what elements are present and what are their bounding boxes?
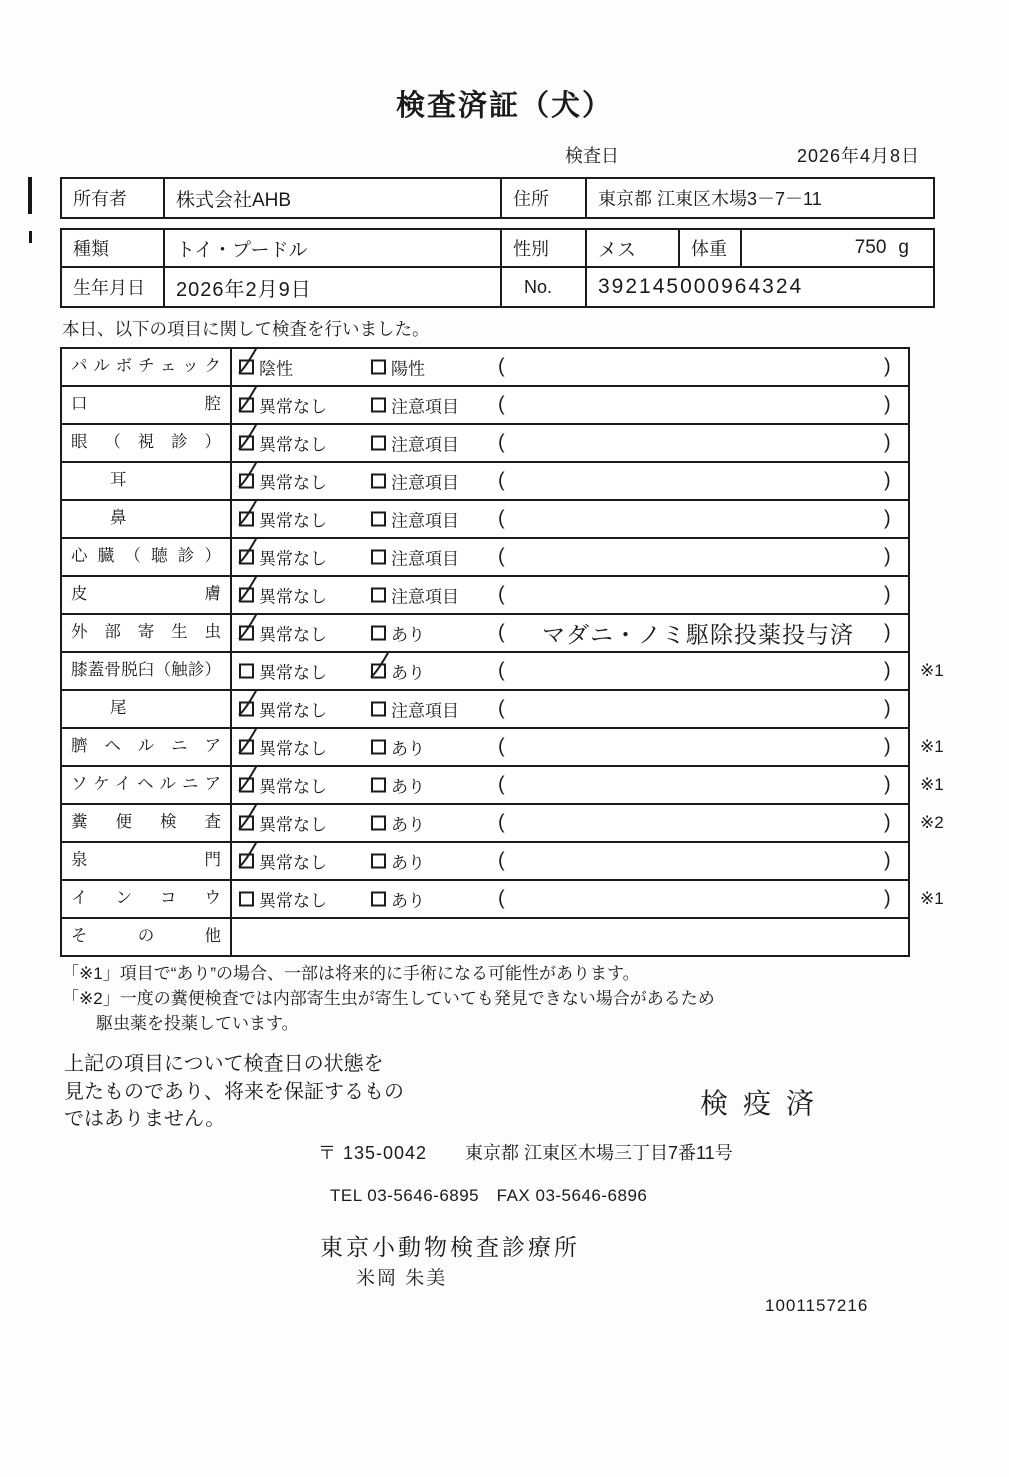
- clinic-address: 東京都 江東区木場三丁目7番11号: [465, 1143, 733, 1163]
- disclaimer-line-1: 上記の項目について検査日の状態を: [64, 1053, 384, 1075]
- paren-open: (: [498, 355, 505, 378]
- footnote-marker: ※1: [920, 889, 944, 908]
- disclaimer: [64, 1051, 404, 1134]
- checkbox-option-label: 異常なし: [259, 891, 327, 911]
- scan-artifact: [29, 231, 32, 243]
- checkbox-option-label: あり: [391, 891, 425, 911]
- checklist-item-label: 鼻: [62, 501, 232, 537]
- checkbox-option-label: あり: [391, 853, 425, 873]
- birth-label: 生年月日: [62, 268, 165, 306]
- paren-open: (: [498, 431, 505, 454]
- scan-artifact: [28, 177, 32, 214]
- weight-value: 750: [854, 237, 887, 258]
- quarantine-stamp: 検疫済: [700, 1088, 830, 1119]
- checkbox-option-label: あり: [391, 777, 425, 797]
- sex-label: 性別: [502, 230, 587, 266]
- checkbox-option-label: 異常なし: [259, 473, 327, 493]
- paren-close: ): [884, 811, 891, 834]
- checkbox-option-label: 注意項目: [391, 549, 459, 569]
- inspection-date-value: 2026年4月8日: [797, 146, 921, 166]
- breed-label: 種類: [62, 230, 165, 266]
- weight-value-cell: [742, 230, 933, 266]
- no-value: 392145000964324: [598, 275, 804, 298]
- footnotes: [62, 961, 715, 1036]
- address-label: 住所: [502, 179, 587, 217]
- paren-open: (: [498, 697, 505, 720]
- paren-open: (: [498, 583, 505, 606]
- footnote-2-continued: 駆虫薬を投薬しています。: [96, 1014, 299, 1033]
- footnote-marker: ※2: [920, 813, 944, 832]
- checklist-item-label: 尾: [62, 691, 232, 727]
- owner-table: [60, 177, 935, 219]
- checklist-item-label: パルボチェック: [62, 349, 232, 385]
- checklist-item-label: 外部寄生虫: [62, 615, 232, 651]
- owner-value: 株式会社AHB: [165, 179, 502, 217]
- weight-unit: g: [898, 237, 909, 258]
- paren-open: (: [498, 621, 505, 644]
- paren-close: ): [884, 355, 891, 378]
- footnote-2: 「※2」一度の糞便検査では内部寄生虫が寄生していても発見できない場合があるため: [62, 989, 715, 1008]
- pet-row-2: [62, 268, 933, 306]
- document-title: 検査済証（犬）: [395, 90, 613, 122]
- checklist-item-label: 心臓（聴診）: [62, 539, 232, 575]
- serial-number: 1001157216: [765, 1296, 869, 1315]
- paren-close: ): [884, 431, 891, 454]
- checklist-item-label: インコウ: [62, 881, 232, 917]
- paren-close: ): [884, 659, 891, 682]
- footnote-marker: ※1: [920, 775, 944, 794]
- checklist-item-label: 皮膚: [62, 577, 232, 613]
- checkbox-option-label: 注意項目: [391, 473, 459, 493]
- paren-close: ): [884, 507, 891, 530]
- paren-close: ): [884, 545, 891, 568]
- statement: 本日、以下の項目に関して検査を行いました。: [62, 319, 430, 339]
- paren-open: (: [498, 469, 505, 492]
- disclaimer-line-3: ではありません。: [64, 1108, 226, 1130]
- checklist-notes: [60, 347, 1009, 957]
- tel-fax: TEL 03-5646-6895 FAX 03-5646-6896: [330, 1186, 648, 1205]
- footnote-1: 「※1」項目で“あり”の場合、一部は将来的に手術になる可能性があります。: [62, 964, 640, 983]
- checkbox-option-label: 異常なし: [259, 549, 327, 569]
- checkbox-option-label: 注意項目: [391, 701, 459, 721]
- checkbox-option-label: あり: [391, 663, 425, 683]
- sex-value: メス: [587, 230, 680, 266]
- footnote-marker: ※1: [920, 661, 944, 680]
- paren-open: (: [498, 507, 505, 530]
- checkbox-option-label: 注意項目: [391, 397, 459, 417]
- paren-open: (: [498, 887, 505, 910]
- no-label: No.: [502, 268, 587, 306]
- weight-label: 体重: [680, 230, 742, 266]
- checklist-item-label: 膝蓋骨脱臼（触診）: [62, 653, 232, 689]
- checklist-item-label: 糞便検査: [62, 805, 232, 841]
- checklist-item-label: 耳: [62, 463, 232, 499]
- checkbox-option-label: あり: [391, 815, 425, 835]
- disclaimer-line-2: 見たものであり、将来を保証するもの: [64, 1080, 404, 1103]
- footnote-marker: ※1: [920, 737, 944, 756]
- paren-close: ): [884, 697, 891, 720]
- checklist-item-label: ソケイヘルニア: [62, 767, 232, 803]
- paren-close: ): [884, 469, 891, 492]
- owner-label: 所有者: [62, 179, 165, 217]
- checklist-item-label: 泉門: [62, 843, 232, 879]
- veterinarian-name: 米岡 朱美: [356, 1268, 448, 1289]
- checkbox-option-label: 異常なし: [259, 777, 327, 797]
- paren-close: ): [884, 735, 891, 758]
- birth-value: 2026年2月9日: [165, 268, 502, 306]
- paren-open: (: [498, 773, 505, 796]
- paren-close: ): [884, 621, 891, 644]
- breed-value: トイ・プードル: [165, 230, 502, 266]
- checklist: [60, 347, 1009, 957]
- paren-open: (: [498, 735, 505, 758]
- paren-close: ): [884, 887, 891, 910]
- paren-close: ): [884, 583, 891, 606]
- checkbox-option-label: 異常なし: [259, 435, 327, 455]
- postal-code: 〒 135-0042: [318, 1143, 428, 1163]
- checkbox-option-label: あり: [391, 739, 425, 759]
- paren-open: (: [498, 659, 505, 682]
- checkbox-option-label: 注意項目: [391, 435, 459, 455]
- inspection-date-label: 検査日: [565, 146, 619, 166]
- checklist-item-label: その他: [62, 919, 232, 955]
- paren-open: (: [498, 545, 505, 568]
- pet-table: [60, 228, 935, 308]
- checkbox-option-label: 異常なし: [259, 853, 327, 873]
- checkbox-option-label: あり: [391, 625, 425, 645]
- paren-open: (: [498, 849, 505, 872]
- pet-row-1: [62, 230, 933, 268]
- remark-text: マダニ・ノミ駆除投薬投与済: [542, 621, 854, 648]
- checkbox-option-label: 異常なし: [259, 625, 327, 645]
- paren-open: (: [498, 393, 505, 416]
- checkbox-option-label: 異常なし: [259, 701, 327, 721]
- paren-close: ): [884, 393, 891, 416]
- paren-close: ): [884, 849, 891, 872]
- paren-open: (: [498, 811, 505, 834]
- checklist-item-label: 口腔: [62, 387, 232, 423]
- checkbox-option-label: 異常なし: [259, 587, 327, 607]
- checkbox-option-label: 異常なし: [259, 663, 327, 683]
- checkbox-option-label: 異常なし: [259, 511, 327, 531]
- checkbox-option-label: 陽性: [391, 359, 425, 379]
- checklist-item-label: 眼（視診）: [62, 425, 232, 461]
- clinic-name: 東京小動物検査診療所: [320, 1234, 580, 1260]
- checkbox-option-label: 異常なし: [259, 815, 327, 835]
- checkbox-option-label: 注意項目: [391, 511, 459, 531]
- checkbox-option-label: 注意項目: [391, 587, 459, 607]
- checkbox-option-label: 陰性: [259, 359, 293, 379]
- address-value: 東京都 江東区木場3－7－11: [598, 189, 822, 209]
- checklist-item-label: 臍ヘルニア: [62, 729, 232, 765]
- checkbox-option-label: 異常なし: [259, 739, 327, 759]
- owner-row: [62, 179, 933, 217]
- paren-close: ): [884, 773, 891, 796]
- checkbox-option-label: 異常なし: [259, 397, 327, 417]
